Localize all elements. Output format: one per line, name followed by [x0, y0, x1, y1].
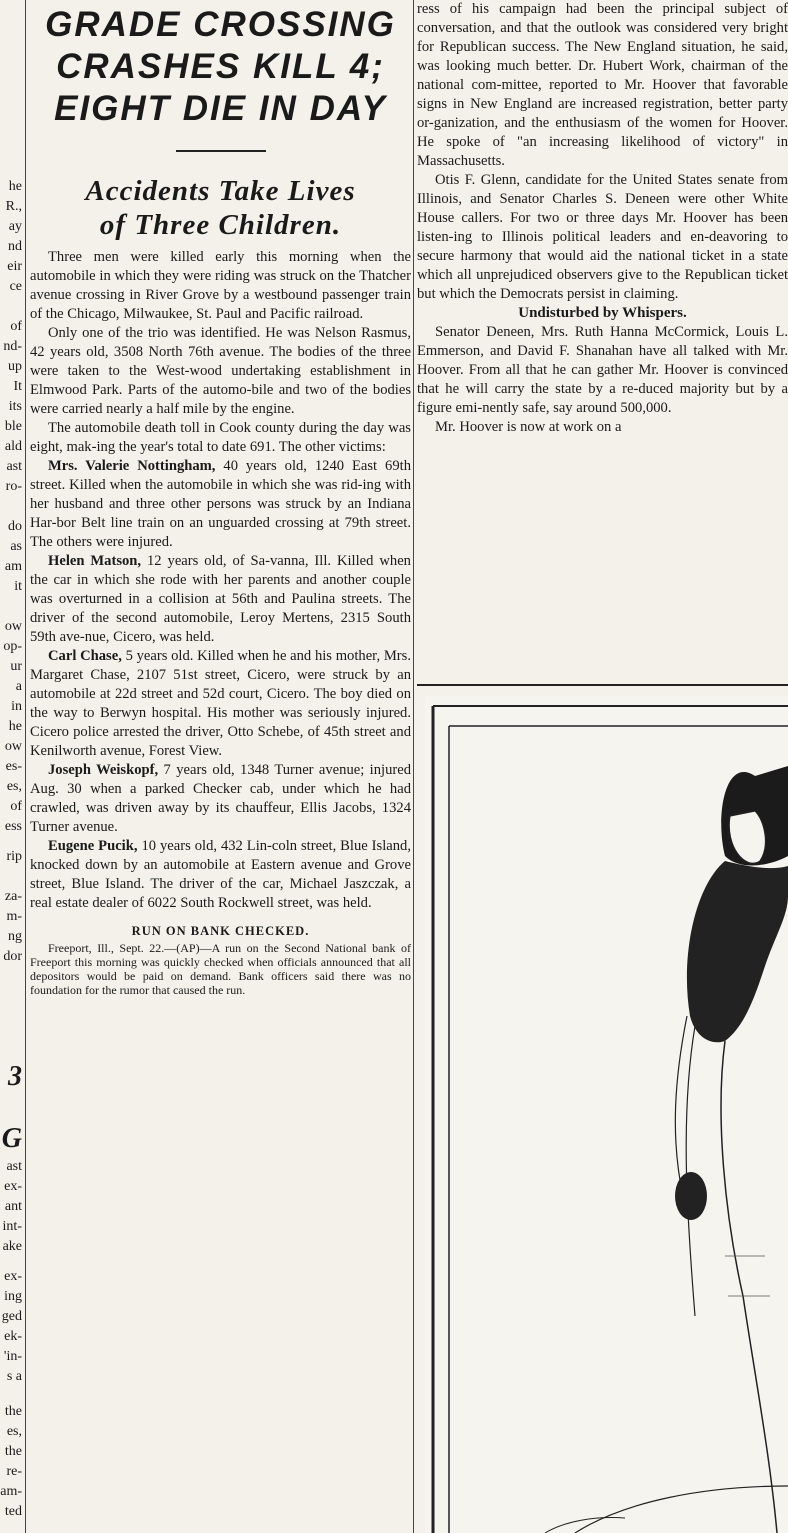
victim-paragraph [30, 647, 411, 761]
victim-name: Carl Chase, [48, 648, 122, 664]
bank-paragraph: Freeport, Ill., Sept. 22.—(AP)—A run on the Second National bank of Freeport this morning was quickly checked when officials announced that all depositors would be paid on demand. Bank officers said there was no foundation for the rumor that caused the run. [30, 941, 411, 997]
left-fragment: ake [2, 1239, 22, 1254]
headline-line-1: GRADE CROSSING [45, 5, 396, 44]
left-fragment: s a [6, 1369, 22, 1384]
left-fragment: G [1, 1123, 22, 1154]
right-subhead: Undisturbed by Whispers. [518, 305, 687, 321]
right-paragraph-4: Mr. Hoover is now at work on a [435, 419, 622, 435]
left-column-fragments [0, 0, 22, 1533]
victim-paragraph [30, 837, 411, 913]
victim-details: 5 years old. Killed when he and his mother, Mrs. Margaret Chase, 2107 51st street, Cicero, were struck by an automobile at 22d street and 52d court, Cicero. The boy died on the way to Berwyn hospital. His mother was seriously injured. Cicero police arrested the driver, Otto Schebe, of 45th street and Kenilworth avenue, Forest View. [30, 648, 411, 759]
fashion-illustration [425, 696, 788, 1533]
victim-details: 7 years old, 1348 Turner avenue; injured Aug. 30 when a parked Checker cab, under which he had crawled, was driven away by its chauffeur, Ellis Jacobs, 1324 Turner avenue. [30, 762, 411, 835]
left-fragment: ing [4, 1289, 22, 1304]
article-paragraph-2: Only one of the trio was identified. He was Nelson Rasmus, 42 years old, 3508 North 76th avenue. The bodies of the three were taken to the West-wood undertaking establishment in Elmwood Park. Parts of the automo-bile and two of the bodies were carried nearly a half mile by the engine. [30, 325, 411, 417]
left-fragment: of [10, 799, 22, 814]
left-fragment: ow [4, 619, 22, 634]
column-divider-left [25, 0, 26, 1533]
left-fragment: rip [6, 849, 22, 864]
victim-name: Eugene Pucik, [48, 838, 138, 854]
left-fragment: do [8, 519, 22, 534]
left-fragment: ant [4, 1199, 22, 1214]
left-fragment: es, [6, 1424, 22, 1439]
article-paragraph-1: Three men were killed early this morning when the automobile in which they were riding was struck on the Thatcher avenue crossing in River Grove by a westbound passenger train of the Chicago, Milwaukee, St. Paul and Pacific railroad. [30, 249, 411, 322]
left-fragment: dor [3, 949, 22, 964]
left-fragment: he [8, 719, 22, 734]
victim-paragraph [30, 761, 411, 837]
left-fragment: am [4, 559, 22, 574]
deck-line-1: Accidents Take Lives [85, 175, 356, 207]
left-fragment: of [10, 319, 22, 334]
left-fragment: am- [0, 1484, 22, 1499]
left-fragment: 'in- [3, 1349, 22, 1364]
left-fragment: ted [4, 1504, 22, 1519]
right-paragraph-2: Otis F. Glenn, candidate for the United States senate from Illinois, and Senator Charles S. Deneen were other White House callers. For two or three days Mr. Hoover has been listen-ing to Illinois political leaders and en-deavoring to secure harmony that would aid the national ticket in a state which all unprejudiced observers give to the Republican ticket but which the Democrats persist in claiming. [417, 172, 788, 302]
left-fragment: op- [3, 639, 22, 654]
bank-headline: RUN ON BANK CHECKED. [131, 924, 310, 938]
victim-paragraph [30, 457, 411, 552]
right-paragraph-1: ress of his campaign had been the principal subject of conversation, and that the outlook was considered very bright for Republican success. The New England situation, he said, was looking much better. Dr. Hubert Work, chairman of the national com-mittee, reported to Mr. Hoover that favorable signs in New England are increased registration, better party or-ganization, and the enthusiasm of the women for Hoover. He spoke of "an increasing likelihood of victory" in Massachusetts. [417, 1, 788, 169]
headline-line-3: EIGHT DIE IN DAY [54, 89, 387, 128]
left-fragment: R., [5, 199, 22, 214]
victim-name: Mrs. Valerie Nottingham, [48, 458, 216, 474]
left-fragment: the [4, 1404, 22, 1419]
victim-name: Joseph Weiskopf, [48, 762, 159, 778]
left-fragment: ex- [4, 1269, 22, 1284]
left-fragment: ay [8, 219, 22, 234]
left-fragment: ow [4, 739, 22, 754]
victim-paragraph [30, 552, 411, 647]
left-fragment: ek- [4, 1329, 22, 1344]
left-fragment: 3 [8, 1061, 22, 1092]
left-fragment: the [4, 1444, 22, 1459]
illustration-top-rule [417, 684, 788, 686]
right-column [417, 0, 788, 1533]
victims-list [30, 457, 411, 913]
left-fragment: its [8, 399, 22, 414]
left-fragment: up [8, 359, 22, 374]
left-fragment: ess [4, 819, 22, 834]
left-fragment: es- [5, 759, 22, 774]
left-fragment: m- [6, 909, 22, 924]
column-divider-right [413, 0, 414, 1533]
victim-name: Helen Matson, [48, 553, 142, 569]
left-fragment: ro- [5, 479, 22, 494]
left-fragment: as [10, 539, 22, 554]
left-fragment: he [8, 179, 22, 194]
headline-rule [176, 150, 266, 152]
deck-line-2: of Three Children. [99, 209, 342, 241]
left-fragment: a [15, 679, 22, 694]
left-fragment: ng [8, 929, 22, 944]
right-paragraph-3: Senator Deneen, Mrs. Ruth Hanna McCormick, Louis L. Emmerson, and David F. Shanahan have all talked with Mr. Hoover. From all that he can gather Mr. Hoover is convinced that he will carry the state by a re-duced majority but by a figure emi-nently safe, say around 500,000. [417, 324, 788, 416]
left-fragment: in [11, 699, 22, 714]
left-fragment: It [13, 379, 22, 394]
left-fragment: int- [2, 1219, 22, 1234]
victim-details: 40 years old, 1240 East 69th street. Killed when the automobile in which she was rid-ing with her husband and three other persons was struck by an Indiana Har-bor Belt line train on an unguarded crossing at 79th street. The others were injured. [30, 458, 411, 550]
left-fragment: ast [6, 459, 22, 474]
left-fragment: re- [6, 1464, 22, 1479]
left-fragment: ble [4, 419, 22, 434]
article-paragraph-3: The automobile death toll in Cook county during the day was eight, mak-ing the year's total to date 691. The other victims: [30, 420, 411, 455]
left-fragment: nd [8, 239, 22, 254]
left-fragment: ast [6, 1159, 22, 1174]
left-fragment: ex- [4, 1179, 22, 1194]
left-fragment: ald [4, 439, 22, 454]
left-fragment: it [14, 579, 22, 594]
left-fragment: za- [4, 889, 22, 904]
woman-figure-drawing [425, 696, 788, 1533]
left-fragment: nd- [3, 339, 22, 354]
main-article [30, 0, 411, 1533]
headline-line-2: CRASHES KILL 4; [56, 47, 385, 86]
left-fragment: es, [6, 779, 22, 794]
left-fragment: eir [7, 259, 22, 274]
left-fragment: ce [9, 279, 22, 294]
victim-details: 10 years old, 432 Lin-coln street, Blue Island, knocked down by an automobile at Eastern avenue and Grove street, Blue Island. The driver of the car, Michael Jaszczak, a real estate dealer of 6022 South Rockwell street, was held. [30, 838, 411, 911]
victim-details: 12 years old, of Sa-vanna, Ill. Killed when the car in which she rode with her parents and another couple was overturned in a collision at 56th and Paulina streets. The driver of the second automobile, Leroy Mertens, 2315 South 59th ave-nue, Cicero, was held. [30, 553, 411, 645]
left-fragment: ur [10, 659, 22, 674]
left-fragment: ged [1, 1309, 22, 1324]
